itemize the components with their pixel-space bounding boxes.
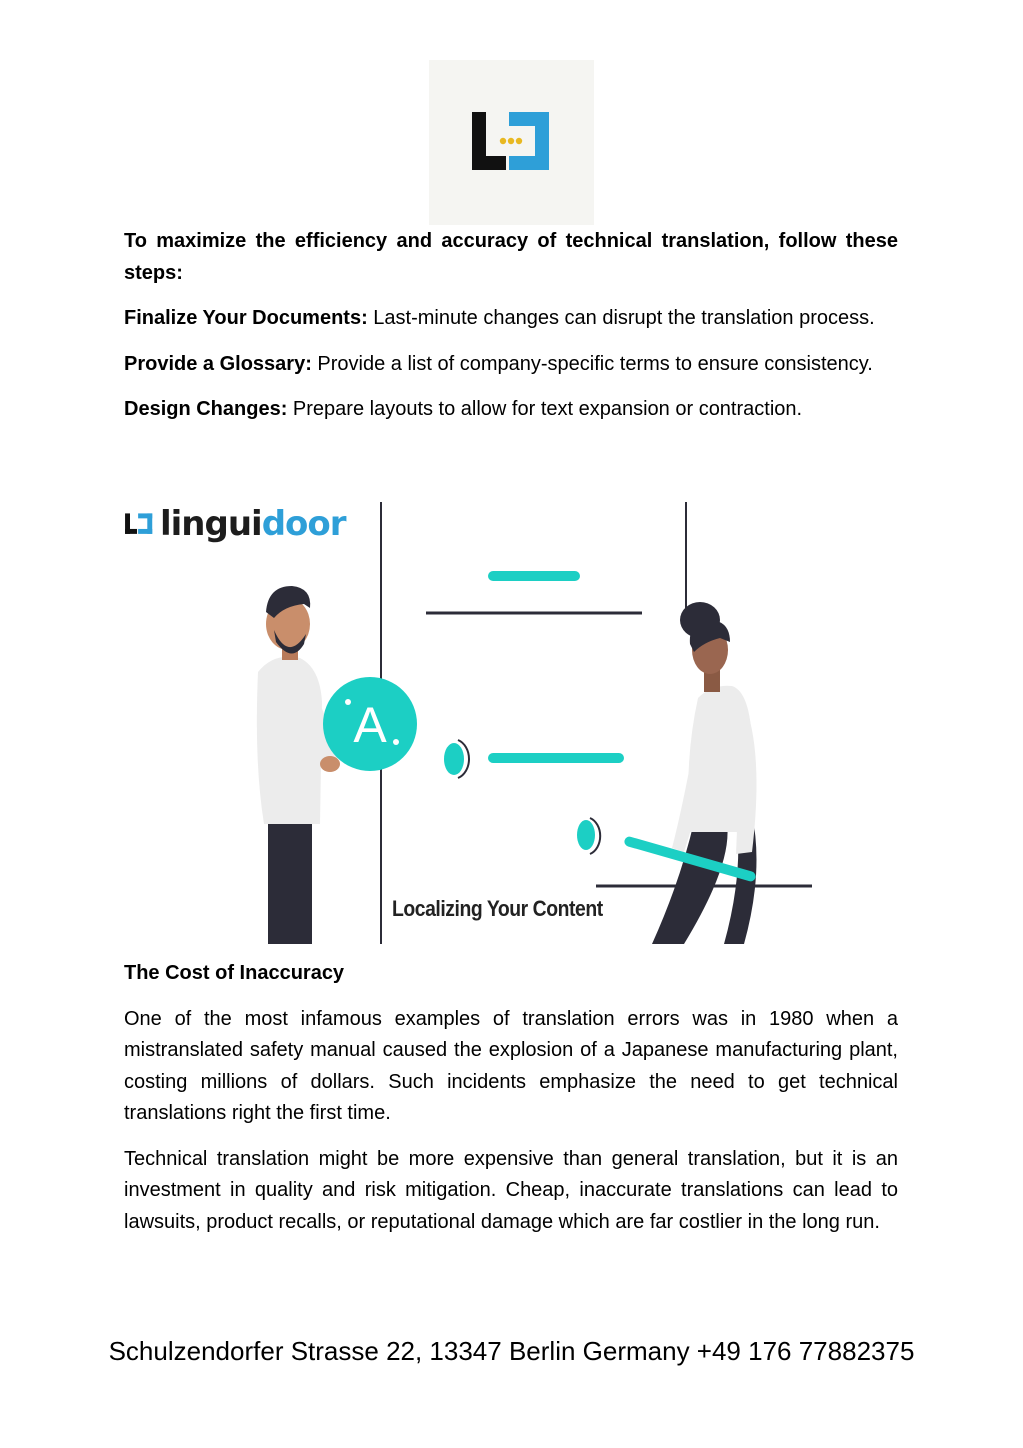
section-title: The Cost of Inaccuracy	[124, 962, 345, 984]
step-label: Provide a Glossary:	[124, 352, 312, 375]
linguidoor-small-logo-icon	[124, 512, 154, 536]
footer-address: Schulzendorfer Strasse 22, 13347 Berlin Germany +49 176 77882375	[108, 1336, 915, 1366]
step-label: Finalize Your Documents:	[124, 307, 368, 329]
localizing-illustration	[124, 502, 899, 944]
step-text: Provide a list of company-specific terms to ensure consistency.	[311, 352, 873, 375]
steps-section	[124, 226, 898, 440]
step-design	[124, 394, 898, 426]
brand-door: door	[261, 504, 346, 544]
step-text: Prepare layouts to allow for text expansion or contraction.	[287, 398, 803, 420]
teal-bar	[488, 571, 580, 581]
linguidoor-logo-icon	[469, 110, 554, 174]
section-paragraph-2: Technical translation might be more expensive than general translation, but it is an investment in quality and risk mitigation. Cheap, inaccurate translations can lead to lawsuits, product recalls, or reputational damage which are far costlier in the long run.	[124, 1147, 898, 1233]
step-finalize	[124, 303, 898, 335]
illustration-caption: Localizing Your Content	[392, 896, 603, 921]
header-logo	[429, 60, 594, 225]
illustration-artwork	[124, 502, 899, 944]
brand-wordmark-text	[160, 504, 346, 544]
step-glossary	[124, 349, 898, 381]
brand-lingui: lingui	[160, 504, 262, 544]
teal-bar	[488, 753, 624, 763]
cost-section	[124, 958, 898, 1252]
intro-text: To maximize the efficiency and accuracy of technical translation, follow these steps:	[124, 230, 898, 284]
step-label: Design Changes:	[124, 398, 288, 420]
section-paragraph-1: One of the most infamous examples of translation errors was in 1980 when a mistranslated safety manual caused the explosion of a Japanese manufacturing plant, costing millions of dollars. Such incidents emphasize the need to get technical translations right the first time.	[124, 1007, 898, 1124]
linguidoor-brand	[124, 502, 346, 546]
step-text: Last-minute changes can disrupt the translation process.	[367, 307, 875, 329]
circle-letter: A	[353, 697, 387, 753]
